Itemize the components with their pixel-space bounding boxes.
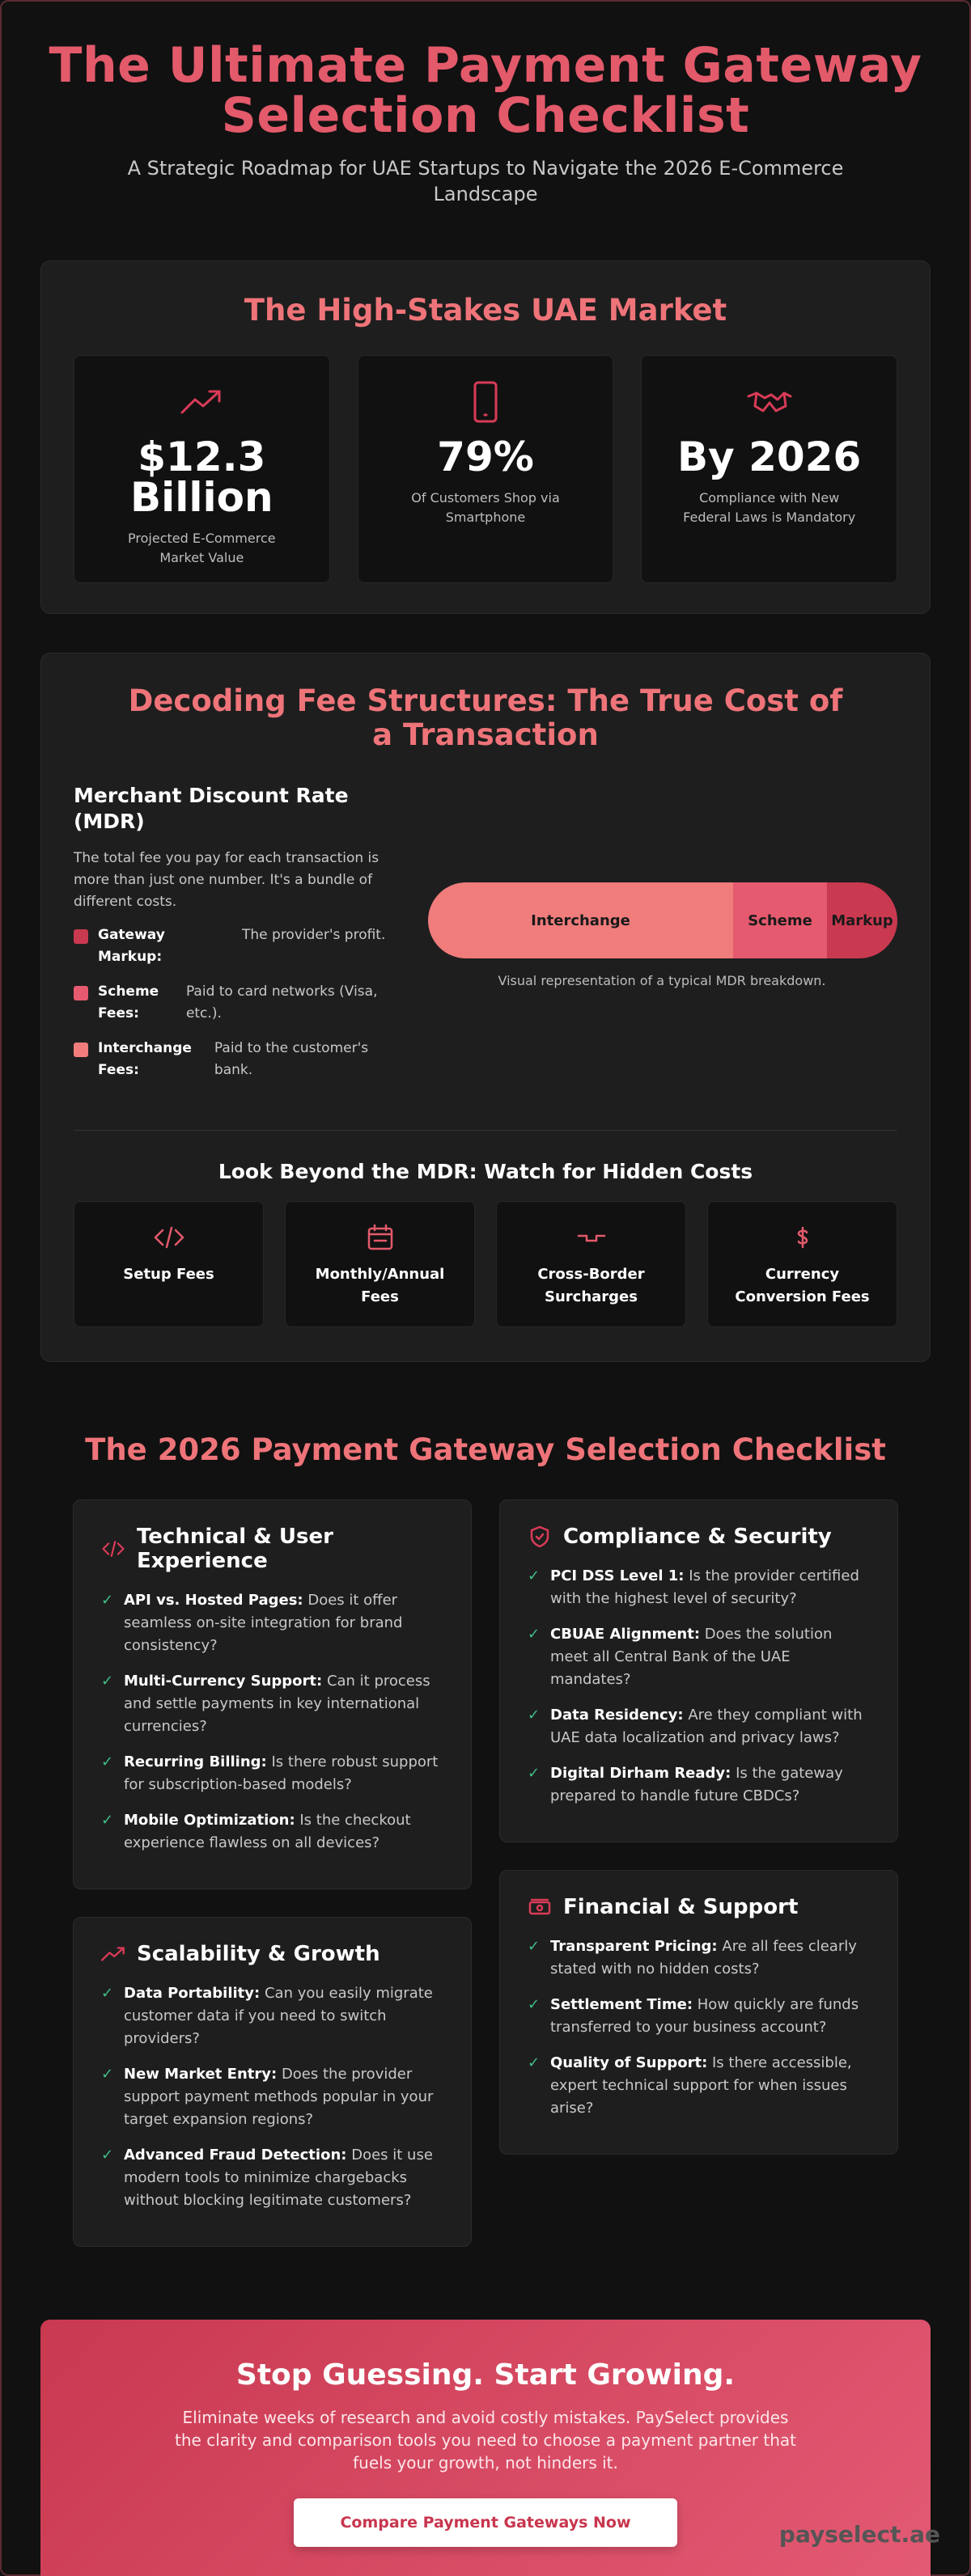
checklist-section — [40, 1433, 931, 2274]
shield-icon — [528, 1525, 552, 1549]
item-title: Mobile Optimization: — [124, 1812, 295, 1829]
stat-label: Compliance with New Federal Laws is Mandatory — [683, 490, 856, 525]
market-title: The High-Stakes UAE Market — [244, 293, 727, 328]
checklist-item — [528, 1935, 871, 1981]
legend-swatch — [74, 1043, 88, 1057]
legend-text: Paid to the customer's bank. — [214, 1040, 369, 1078]
checklist-items — [528, 1565, 871, 1808]
checklist-item — [528, 1704, 871, 1749]
checkmark-icon: ✓ — [528, 1996, 541, 2013]
item-title: Quality of Support: — [550, 2054, 708, 2071]
checkmark-icon: ✓ — [528, 1567, 541, 1584]
banknote-icon — [528, 1895, 552, 1919]
checklist-item — [528, 1623, 871, 1691]
mdr-description: The total fee you pay for each transaction is more than just one number. It's a bundle of different costs. — [74, 850, 379, 910]
item-text: Are they compliant with UAE data localization and privacy laws? — [550, 1707, 863, 1746]
mdr-segment-scheme: Scheme — [733, 882, 827, 958]
checklist-card — [73, 1499, 472, 1889]
hidden-cost-card — [496, 1201, 686, 1327]
checklist-item — [528, 1565, 871, 1610]
code-icon — [101, 1537, 125, 1561]
hidden-costs-grid — [74, 1201, 897, 1327]
smartphone-icon — [358, 380, 613, 424]
page-subtitle: A Strategic Roadmap for UAE Startups to Navigate the 2026 E-Commerce Landscape — [127, 157, 844, 205]
hidden-cost-card — [285, 1201, 475, 1327]
route-icon — [497, 1223, 685, 1252]
stat-label: Of Customers Shop via Smartphone — [411, 490, 560, 525]
legend-item — [74, 1038, 394, 1081]
checklist-card-header — [101, 1942, 445, 1966]
item-title: Transparent Pricing: — [550, 1938, 718, 1955]
cta-text: Eliminate weeks of research and avoid costly mistakes. PaySelect provides the clarity and comparison tools you need to choose a payment partner that fuels your growth, not hinders it. — [175, 2408, 796, 2472]
item-title: API vs. Hosted Pages: — [124, 1592, 303, 1609]
market-section — [40, 260, 931, 614]
compare-gateways-button[interactable]: Compare Payment Gateways Now — [294, 2498, 677, 2547]
dollar-icon — [708, 1223, 897, 1252]
checkmark-icon: ✓ — [101, 2147, 114, 2164]
stat-value: $12.3 Billion — [130, 434, 273, 521]
hidden-cost-card — [707, 1201, 897, 1327]
item-text: Is the gateway prepared to handle future CBDCs? — [550, 1765, 843, 1804]
checkmark-icon: ✓ — [528, 1626, 541, 1643]
item-title: CBUAE Alignment: — [550, 1626, 701, 1643]
checklist-item — [101, 1809, 445, 1855]
bar-caption: Visual representation of a typical MDR breakdown. — [498, 973, 826, 988]
mdr-row — [74, 783, 897, 1094]
checklist-card-title: Technical & User Experience — [137, 1525, 333, 1573]
hidden-cost-label: Monthly/Annual Fees — [315, 1266, 445, 1305]
checklist-card — [73, 1917, 472, 2247]
legend-name: Scheme Fees: — [98, 983, 159, 1022]
legend-swatch — [74, 986, 88, 1000]
stat-card — [358, 355, 614, 583]
checklist-items — [101, 1589, 445, 1855]
item-title: New Market Entry: — [124, 2066, 278, 2083]
item-text: Does the solution meet all Central Bank of the UAE mandates? — [550, 1626, 833, 1688]
hidden-cost-label: Currency Conversion Fees — [735, 1266, 870, 1305]
item-text: How quickly are funds transferred to your business account? — [550, 1996, 859, 2036]
checklist-columns — [40, 1499, 931, 2274]
checklist-item — [528, 1762, 871, 1808]
checklist-title: The 2026 Payment Gateway Selection Checklist — [85, 1432, 886, 1467]
checklist-item — [528, 1994, 871, 2039]
checkmark-icon: ✓ — [101, 1753, 114, 1770]
item-text: Is the checkout experience flawless on all devices? — [124, 1812, 411, 1851]
checklist-item — [101, 2063, 445, 2131]
stat-label: Projected E-Commerce Market Value — [128, 531, 276, 565]
trending-up-icon — [74, 380, 329, 424]
checklist-card — [499, 1870, 898, 2155]
checklist-items — [528, 1935, 871, 2120]
checkmark-icon: ✓ — [528, 1707, 541, 1724]
mdr-segment-interchange: Interchange — [428, 882, 733, 958]
checklist-card-header — [528, 1895, 871, 1919]
checklist-item — [528, 2052, 871, 2120]
stat-card — [74, 355, 330, 583]
checklist-card-title: Compliance & Security — [563, 1525, 832, 1549]
page-title: The Ultimate Payment Gateway Selection Checklist — [49, 37, 922, 144]
hidden-cost-label: Setup Fees — [123, 1266, 214, 1283]
trending-up-icon — [101, 1942, 125, 1966]
hidden-costs-title: Look Beyond the MDR: Watch for Hidden Costs — [218, 1160, 753, 1183]
item-text: Can it process and settle payments in key international currencies? — [124, 1673, 430, 1735]
checklist-item — [101, 2144, 445, 2212]
checkmark-icon: ✓ — [101, 2066, 114, 2083]
hidden-cost-card — [74, 1201, 264, 1327]
checklist-card-title: Financial & Support — [563, 1895, 799, 1919]
checkmark-icon: ✓ — [528, 1938, 541, 1955]
checkmark-icon: ✓ — [101, 1812, 114, 1829]
checklist-card — [499, 1499, 898, 1842]
mdr-title: Merchant Discount Rate (MDR) — [74, 784, 349, 833]
item-title: PCI DSS Level 1: — [550, 1567, 685, 1584]
item-title: Recurring Billing: — [124, 1753, 267, 1770]
legend-name: Interchange Fees: — [98, 1040, 192, 1078]
checklist-column-left — [73, 1499, 472, 2274]
legend-swatch — [74, 929, 88, 944]
checkmark-icon: ✓ — [528, 1765, 541, 1782]
item-text: Are all fees clearly stated with no hidden costs? — [550, 1938, 857, 1977]
legend-text: The provider's profit. — [242, 927, 386, 943]
item-title: Multi-Currency Support: — [124, 1673, 323, 1690]
item-title: Advanced Fraud Detection: — [124, 2147, 347, 2164]
fees-section — [40, 653, 931, 1362]
checklist-item — [101, 1670, 445, 1738]
stat-value: By 2026 — [677, 434, 862, 480]
stats-grid — [74, 355, 897, 583]
legend-item — [74, 924, 394, 968]
handshake-icon — [642, 380, 897, 424]
checklist-card-header — [528, 1525, 871, 1549]
checklist-items — [101, 1982, 445, 2212]
section-divider — [74, 1130, 897, 1131]
checkmark-icon: ✓ — [101, 1985, 114, 2002]
mdr-visual — [394, 783, 897, 1094]
hidden-cost-label: Cross-Border Surcharges — [537, 1266, 645, 1305]
item-text: Is there robust support for subscription-based models? — [124, 1753, 439, 1793]
checklist-column-right — [499, 1499, 898, 2274]
item-title: Digital Dirham Ready: — [550, 1765, 731, 1782]
hero-header — [40, 0, 931, 207]
item-text: Does it use modern tools to minimize chargebacks without blocking legitimate customers? — [124, 2147, 433, 2209]
item-text: Is the provider certified with the highest level of security? — [550, 1567, 859, 1607]
stat-value: 79% — [437, 434, 534, 480]
item-text: Is there accessible, expert technical support for when issues arise? — [550, 2054, 852, 2117]
calendar-icon — [286, 1223, 474, 1252]
mdr-explainer — [74, 783, 394, 1094]
legend-name: Gateway Markup: — [98, 927, 165, 965]
item-text: Can you easily migrate customer data if you need to switch providers? — [124, 1985, 433, 2047]
checklist-item — [101, 1982, 445, 2050]
watermark: payselect.ae — [778, 2521, 940, 2548]
legend-item — [74, 981, 394, 1025]
checklist-item — [101, 1589, 445, 1657]
item-text: Does it offer seamless on-site integration for brand consistency? — [124, 1592, 403, 1654]
checklist-card-title: Scalability & Growth — [137, 1942, 380, 1966]
checkmark-icon: ✓ — [101, 1673, 114, 1690]
checklist-card-header — [101, 1525, 445, 1573]
checklist-item — [101, 1751, 445, 1796]
mdr-legend — [74, 924, 394, 1081]
legend-text: Paid to card networks (Visa, etc.). — [185, 983, 378, 1022]
item-text: Does the provider support payment methods popular in your target expansion regions? — [124, 2066, 434, 2128]
item-title: Data Residency: — [550, 1707, 684, 1724]
mdr-breakdown-bar — [428, 882, 897, 958]
checkmark-icon: ✓ — [101, 1592, 114, 1609]
checkmark-icon: ✓ — [528, 2054, 541, 2071]
code-icon — [74, 1223, 263, 1252]
fees-title: Decoding Fee Structures: The True Cost of a Transaction — [128, 683, 843, 752]
cta-title: Stop Guessing. Start Growing. — [235, 2358, 736, 2392]
item-title: Settlement Time: — [550, 1996, 693, 2013]
stat-card — [641, 355, 897, 583]
mdr-segment-markup: Markup — [827, 882, 897, 958]
item-title: Data Portability: — [124, 1985, 261, 2002]
